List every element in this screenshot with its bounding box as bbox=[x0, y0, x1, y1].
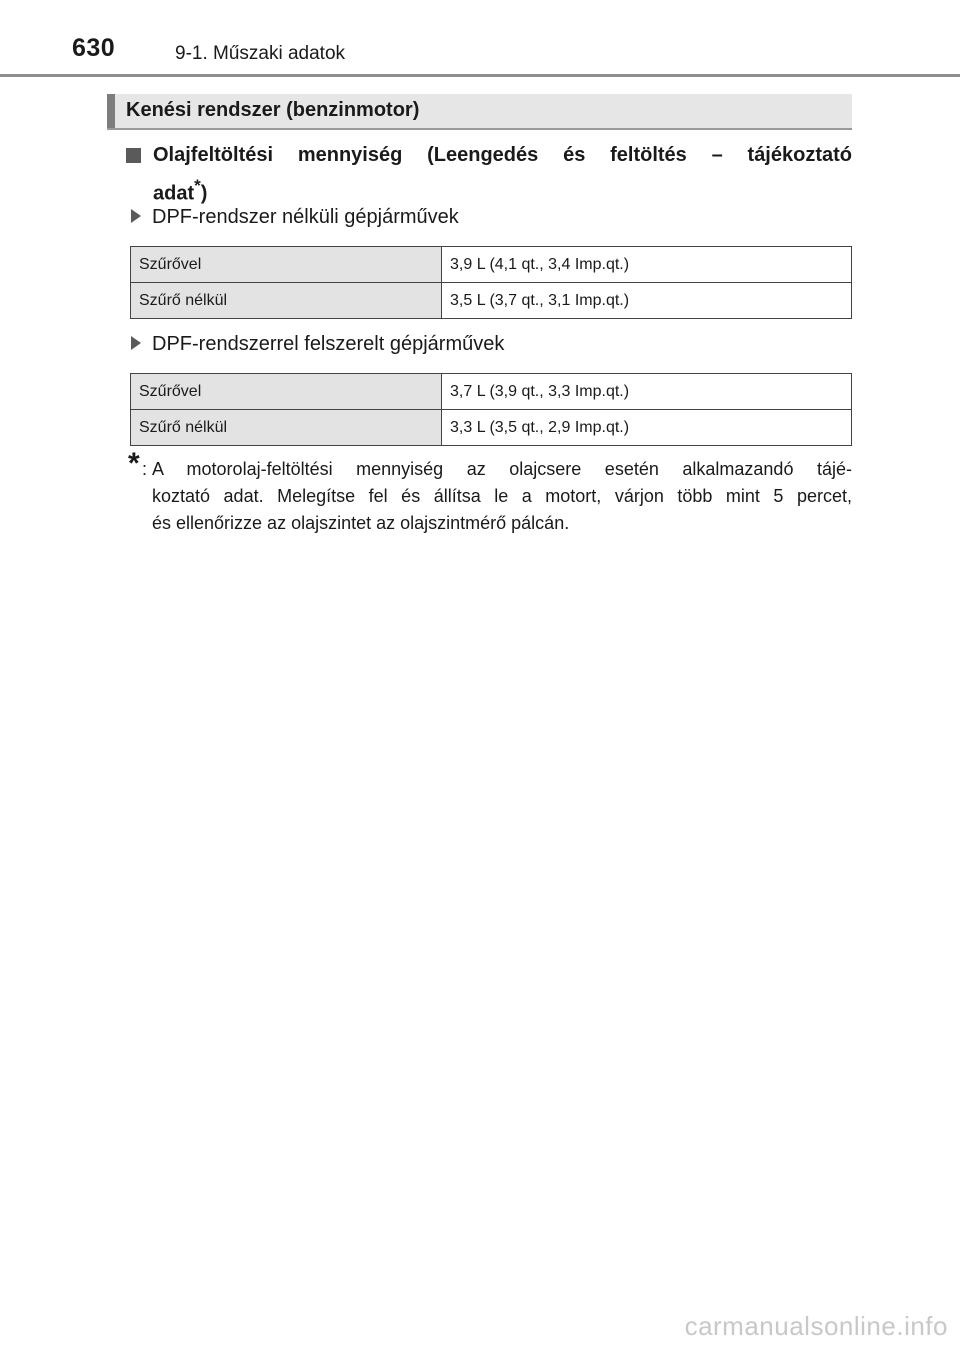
capacity-table-no-dpf bbox=[130, 246, 852, 319]
section-heading-bar bbox=[107, 94, 852, 130]
group-heading-label: DPF-rendszerrel felszerelt gépjárművek bbox=[152, 333, 505, 355]
group-heading-label: DPF-rendszer nélküli gépjárművek bbox=[152, 206, 459, 228]
subheading-line-2-end: ) bbox=[200, 182, 208, 205]
triangle-bullet-icon bbox=[131, 336, 141, 350]
row-label: Szűrővel bbox=[131, 374, 442, 410]
page-number: 630 bbox=[72, 34, 116, 62]
footnote-line: és ellenőrizze az olajszintet az olajszintmérő pálcán. bbox=[152, 513, 570, 533]
group-heading-no-dpf bbox=[131, 206, 459, 229]
footnote-line: A motorolaj-feltöltési mennyiség az olajcsere esetén alkalmazandó tájé- bbox=[152, 459, 852, 479]
capacity-table-with-dpf bbox=[130, 373, 852, 446]
subheading-line-2-text: adat bbox=[153, 182, 195, 205]
section-bar-accent bbox=[107, 94, 115, 128]
table-row bbox=[131, 283, 852, 319]
table-row bbox=[131, 410, 852, 446]
section-title: Kenési rendszer (benzinmotor) bbox=[126, 99, 420, 121]
table-row bbox=[131, 374, 852, 410]
chapter-title: 9-1. Műszaki adatok bbox=[175, 43, 346, 64]
row-value: 3,5 L (3,7 qt., 3,1 Imp.qt.) bbox=[442, 283, 852, 319]
square-bullet-icon bbox=[126, 148, 141, 163]
subheading-line-1: Olajfeltöltési mennyiség (Leengedés és feltöltés – tájékoztató bbox=[153, 144, 852, 166]
row-label: Szűrő nélkül bbox=[131, 283, 442, 319]
row-label: Szűrő nélkül bbox=[131, 410, 442, 446]
subheading-line-2 bbox=[153, 171, 207, 210]
group-heading-with-dpf bbox=[131, 333, 504, 356]
footnote-line: koztató adat. Melegítse fel és állítsa le a motort, várjon több mint 5 percet, bbox=[152, 486, 852, 506]
table-row bbox=[131, 247, 852, 283]
triangle-bullet-icon bbox=[131, 209, 141, 223]
footnote-colon: : bbox=[142, 459, 148, 479]
page-header bbox=[0, 0, 960, 80]
header-divider bbox=[0, 74, 960, 77]
footnote-asterisk: * bbox=[128, 447, 140, 480]
row-value: 3,9 L (4,1 qt., 3,4 Imp.qt.) bbox=[442, 247, 852, 283]
row-value: 3,7 L (3,9 qt., 3,3 Imp.qt.) bbox=[442, 374, 852, 410]
row-value: 3,3 L (3,5 qt., 2,9 Imp.qt.) bbox=[442, 410, 852, 446]
watermark: carmanualsonline.info bbox=[684, 1311, 948, 1341]
footnote-reference-mark: * bbox=[194, 176, 201, 195]
row-label: Szűrővel bbox=[131, 247, 442, 283]
